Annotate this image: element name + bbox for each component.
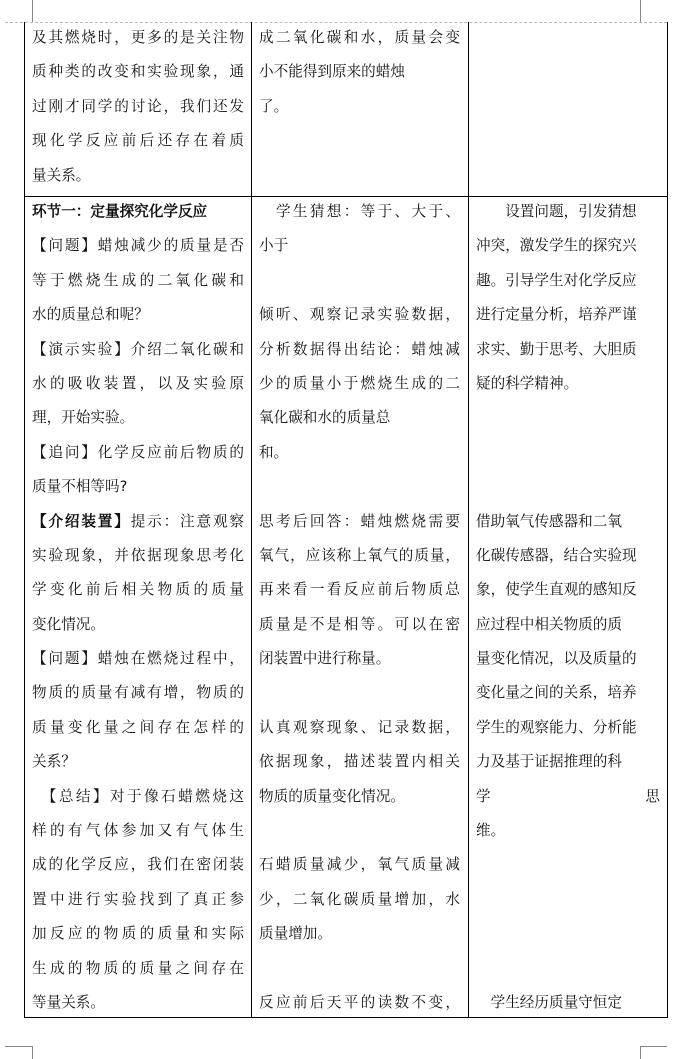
cell-line: 【问题】蜡烛减少的质量是否: [32, 237, 244, 255]
cell-line: 思考后回答：蜡烛燃烧需要: [259, 512, 460, 530]
cell-line: 趣。引导学生对化学反应: [476, 271, 637, 289]
cell-line: 维。: [476, 822, 506, 840]
cell-line: [259, 952, 460, 986]
cell-line: 质种类的改变和实验现象，通: [32, 63, 244, 81]
cell-line: 和。: [259, 443, 289, 461]
cell-line: 质量不相等吗?: [32, 478, 128, 496]
cell-line: 冲突，激发学生的探究兴: [476, 237, 637, 255]
cell-line: 样的有气体参加又有气体生: [32, 822, 244, 840]
cell-line: [32, 195, 244, 229]
cell-line: 再来看一看反应前后物质总: [259, 581, 460, 599]
cell-line: 【演示实验】介绍二氧化碳和: [32, 340, 244, 358]
cell-line: 质量是不是相等。可以在密: [259, 615, 460, 633]
cell-line: 进行定量分析，培养严谨: [476, 306, 637, 324]
table-border-left: [24, 22, 25, 1018]
crop-mark-bottom-right-v: [640, 1046, 641, 1059]
cell-line: 学 思: [476, 787, 660, 805]
cell-line: 现化学反应前后还存在着质: [32, 132, 244, 150]
cell-line: 水的吸收装置，以及实验原: [32, 374, 244, 392]
cell-line: 物质的质量变化情况。: [259, 787, 405, 805]
cell-line: 水的质量总和呢？: [32, 306, 149, 324]
cell-line: 及其燃烧时，更多的是关注物: [32, 29, 244, 46]
cell-line: 力及基于证据推理的科: [476, 753, 622, 771]
cell-line: 小不能得到原来的蜡烛: [259, 63, 405, 81]
cell-line: 理，开始实验。: [32, 409, 135, 427]
crop-mark-bottom-right-h: [640, 1046, 667, 1047]
cell-line: 变化情况。: [32, 615, 105, 633]
crop-mark-top-right: [640, 0, 641, 22]
cell-line: 借助氧气传感器和二氧: [476, 512, 622, 530]
cell-line: 小于: [259, 237, 289, 255]
table-cell-r1-c1: [259, 195, 460, 1020]
cell-line: 置中进行实验找到了真正参: [32, 890, 244, 908]
cell-line: [476, 436, 660, 470]
cell-line: 学生经历质量守恒定: [476, 993, 622, 1011]
cell-line: 疑的科学精神。: [476, 374, 579, 392]
column-divider-2: [468, 22, 469, 1018]
cell-line: 设置问题，引发猜想: [476, 203, 637, 220]
cell-line: 倾听、观察记录实验数据，: [259, 306, 460, 324]
cell-line: [259, 814, 460, 848]
text: 提示：注意观察: [130, 512, 244, 530]
cell-line: [259, 676, 460, 710]
crop-mark-bottom-left-v: [32, 1046, 33, 1059]
table-cell-r0-c1: [259, 21, 460, 124]
cell-line: 成的化学反应，我们在密闭装: [32, 856, 244, 874]
cell-line: 学变化前后相关物质的质量: [32, 581, 244, 599]
cell-line: 学生猜想：等于、大于、: [259, 203, 460, 220]
cell-line: 【追问】化学反应前后物质的: [32, 443, 244, 461]
cell-line: [476, 848, 660, 882]
cell-line: 量关系。: [32, 166, 91, 184]
cell-line: 生成的物质的质量之间存在: [32, 959, 244, 977]
column-divider-1: [251, 22, 252, 1018]
crop-mark-bottom-left-h: [5, 1046, 32, 1047]
cell-line: 氧气，应该称上氧气的质量，: [259, 546, 460, 564]
cell-line: 象，使学生直观的感知反: [476, 581, 637, 599]
cell-line: 闭装置中进行称量。: [259, 650, 391, 668]
cell-line: 【问题】蜡烛在燃烧过程中，: [32, 650, 244, 668]
cell-line: 等于燃烧生成的二氧化碳和: [32, 271, 244, 289]
cell-line: 少，二氧化碳质量增加，水: [259, 890, 460, 908]
cell-line: [32, 505, 244, 539]
cell-line: 变化量之间的关系，培养: [476, 684, 637, 702]
cell-line: [476, 401, 660, 435]
crop-mark-top-left: [32, 0, 33, 22]
cell-line: [476, 917, 660, 951]
table-cell-r1-c0: [32, 195, 244, 1020]
cell-line: 依据现象，描述装置内相关: [259, 753, 460, 771]
table-cell-r0-c0: [32, 21, 244, 193]
cell-line: [259, 264, 460, 298]
cell-line: 求实、勤于思考、大胆质: [476, 340, 637, 358]
cell-line: 物质的质量有减有增，物质的: [32, 684, 244, 702]
cell-line: 分析数据得出结论：蜡烛减: [259, 340, 460, 358]
bold-text: 环节一：定量探究化学反应: [32, 203, 208, 220]
bold-text: 【介绍装置】: [32, 512, 131, 530]
cell-line: 加反应的物质的质量和实际: [32, 925, 244, 943]
cell-line: 质量变化量之间存在怎样的: [32, 718, 244, 736]
cell-line: 应过程中相关物质的质: [476, 615, 622, 633]
cell-line: 反应前后天平的读数不变，: [259, 993, 460, 1011]
cell-line: 成二氧化碳和水，质量会变: [259, 29, 460, 46]
cell-line: 质量增加。: [259, 925, 332, 943]
cell-line: [476, 952, 660, 986]
cell-line: 【总结】对于像石蜡燃烧这: [32, 787, 244, 805]
cell-line: 量变化情况，以及质量的: [476, 650, 637, 668]
cell-line: [259, 470, 460, 504]
cell-line: [476, 883, 660, 917]
cell-line: 少的质量小于燃烧生成的二: [259, 374, 460, 392]
cell-line: 等量关系。: [32, 993, 105, 1011]
table-border-right: [667, 22, 668, 1018]
cell-line: 关系？: [32, 753, 76, 771]
cell-line: 学生的观察能力、分析能: [476, 718, 637, 736]
cell-line: 了。: [259, 97, 289, 115]
cell-line: 氧化碳和水的质量总: [259, 409, 391, 427]
cell-line: 化碳传感器，结合实验现: [476, 546, 637, 564]
cell-line: 实验现象，并依据现象思考化: [32, 546, 244, 564]
cell-line: 认真观察现象、记录数据，: [259, 718, 460, 736]
table-cell-r1-c2: [476, 195, 660, 1020]
cell-line: 过刚才同学的讨论，我们还发: [32, 97, 244, 115]
cell-line: [476, 470, 660, 504]
cell-line: 石蜡质量减少，氧气质量减: [259, 856, 460, 874]
